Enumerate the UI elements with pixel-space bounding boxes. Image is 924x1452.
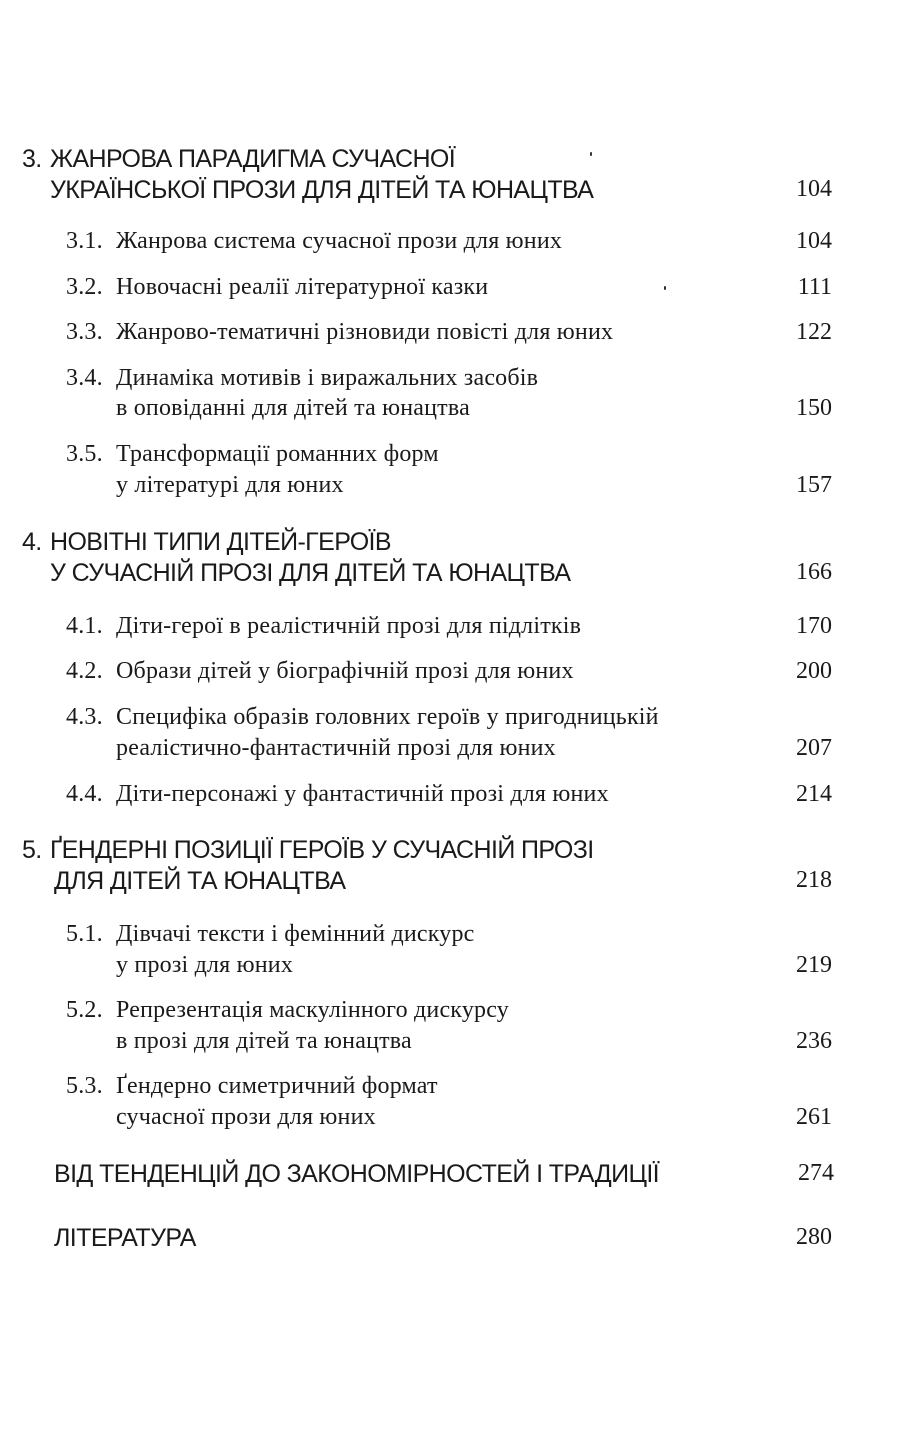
- chapter-title-line: УКРАЇНСЬКОЇ ПРОЗИ ДЛЯ ДІТЕЙ ТА ЮНАЦТВА: [50, 176, 594, 204]
- page-number: 236: [796, 1028, 832, 1054]
- chapter-title-line: ЖАНРОВА ПАРАДИГМА СУЧАСНОЇ: [50, 145, 456, 173]
- section-title-line: Діти-персонажі у фантастичній прозі для юних: [116, 781, 609, 807]
- page-number: 261: [796, 1104, 832, 1130]
- page-number: 219: [796, 952, 832, 978]
- section-title-line: Діти-герої в реалістичній прозі для підлітків: [116, 613, 582, 639]
- section-title-line: Динаміка мотивів і виражальних засобів: [116, 365, 539, 391]
- page-number: 122: [796, 319, 832, 345]
- chapter-title-line: ҐЕНДЕРНІ ПОЗИЦІЇ ГЕРОЇВ У СУЧАСНІЙ ПРОЗІ: [50, 836, 594, 864]
- page-number: 274: [798, 1160, 834, 1186]
- chapter-number: 3.: [22, 145, 42, 173]
- page-number: 280: [796, 1224, 832, 1250]
- section-number: 5.2.: [66, 997, 103, 1023]
- section-number: 4.4.: [66, 781, 103, 807]
- section-title-line: Образи дітей у біографічній прозі для юних: [116, 658, 574, 684]
- section-title-line: сучасної прози для юних: [116, 1104, 376, 1130]
- section-number: 3.2.: [66, 274, 103, 300]
- section-number: 3.3.: [66, 319, 103, 345]
- section-number: 3.4.: [66, 365, 103, 391]
- section-title-line: Трансформації романних форм: [116, 441, 439, 467]
- page-number: 200: [796, 658, 832, 684]
- page-number: 170: [796, 613, 832, 639]
- section-number: 4.3.: [66, 704, 103, 730]
- chapter-title-line: НОВІТНІ ТИПИ ДІТЕЙ-ГЕРОЇВ: [50, 528, 391, 556]
- section-title-line: Репрезентація маскулінного дискурсу: [116, 997, 509, 1023]
- section-title-line: у літературі для юних: [116, 472, 344, 498]
- scan-speck: [664, 286, 666, 290]
- scan-speck: [590, 152, 592, 156]
- section-title-line: Новочасні реалії літературної казки: [116, 274, 489, 300]
- chapter-title-line: У СУЧАСНІЙ ПРОЗІ ДЛЯ ДІТЕЙ ТА ЮНАЦТВА: [50, 559, 571, 587]
- chapter-number: 4.: [22, 528, 42, 556]
- section-title-line: реалістично-фантастичній прозі для юних: [116, 735, 556, 761]
- section-number: 4.1.: [66, 613, 103, 639]
- section-title-line: Жанрово-тематичні різновиди повісті для юних: [116, 319, 614, 345]
- section-number: 4.2.: [66, 658, 103, 684]
- chapter-title-line: ВІД ТЕНДЕНЦІЙ ДО ЗАКОНОМІРНОСТЕЙ І ТРАДИЦІЇ: [54, 1160, 660, 1188]
- page-number: 104: [796, 228, 832, 254]
- section-title-line: у прозі для юних: [116, 952, 294, 978]
- section-number: 3.1.: [66, 228, 103, 254]
- chapter-number: 5.: [22, 836, 42, 864]
- section-title-line: Специфіка образів головних героїв у пригодницькій: [116, 704, 659, 730]
- section-title-line: в прозі для дітей та юнацтва: [116, 1028, 412, 1054]
- section-number: 3.5.: [66, 441, 103, 467]
- page-number: 166: [796, 559, 832, 585]
- page-number: 207: [796, 735, 832, 761]
- section-title-line: Ґендерно симетричний формат: [116, 1073, 438, 1099]
- section-title-line: Жанрова система сучасної прози для юних: [116, 228, 563, 254]
- page-number: 218: [796, 867, 832, 893]
- section-title-line: Дівчачі тексти і фемінний дискурс: [116, 921, 475, 947]
- chapter-title-line: ЛІТЕРАТУРА: [54, 1224, 196, 1252]
- page-number: 104: [796, 176, 832, 202]
- page-number: 157: [796, 472, 832, 498]
- section-number: 5.1.: [66, 921, 103, 947]
- section-number: 5.3.: [66, 1073, 103, 1099]
- page-number: 214: [796, 781, 832, 807]
- page-number: 150: [796, 395, 832, 421]
- page-number: 111: [797, 274, 832, 300]
- section-title-line: в оповіданні для дітей та юнацтва: [116, 395, 470, 421]
- chapter-title-line: ДЛЯ ДІТЕЙ ТА ЮНАЦТВА: [54, 867, 346, 895]
